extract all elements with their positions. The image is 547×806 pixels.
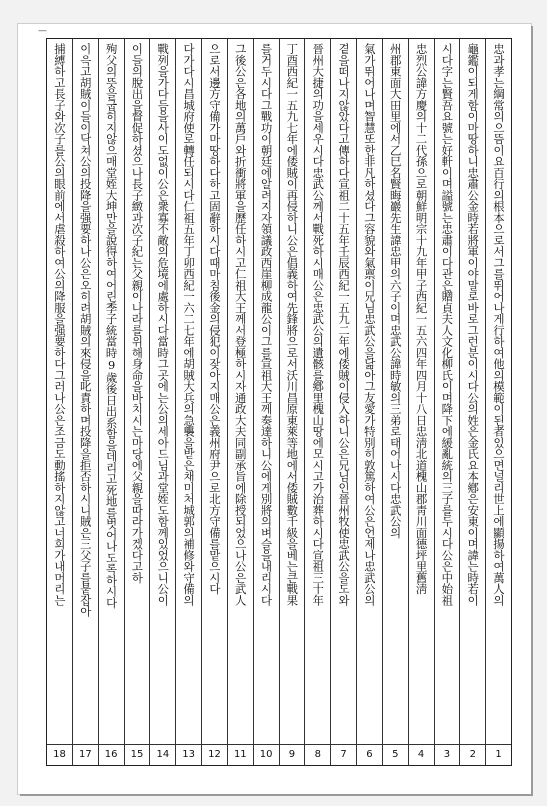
text-column (72, 39, 98, 765)
column-text: 이윽고胡賊이들이닥쳐公의投降을强要하나公은오히려胡賊의來侵을叱責하며投降을拒否하시니賊은三父子를붙잡아 (78, 43, 93, 617)
column-text: 忠과孝는綱常의으뜸이요百行의根本으로서그를뛰어나게行하여他의模範이된者있으면널리世上에顯揚하여萬人의 (492, 43, 506, 606)
text-grid (46, 38, 512, 766)
column-text: 龜鑑이되게함이마땅하니忠肅公金時若將軍이야말로바로그런분이시다公의姓은金氏요本鄕은安東이며諱는時若이 (466, 43, 481, 606)
column-number: 16 (99, 744, 124, 765)
column-text: 시다字는賢吾요號는好軒이며謚號는忠肅이다관은贈貞夫人文化柳氏이며降下에緩亂統의三子를두시다公은中始祖 (440, 43, 455, 606)
column-text: 으로서邊方守備가마땅하다하고固辭하시다때마침後金의侵犯이잦아지매公은義州府尹으로北方守備를맡으시다 (207, 43, 222, 595)
column-container (47, 39, 511, 765)
text-column (330, 39, 356, 765)
column-number: 13 (176, 744, 201, 765)
column-number: 3 (435, 744, 460, 765)
column-number: 14 (150, 744, 175, 765)
column-number: 12 (202, 744, 227, 765)
text-column (279, 39, 305, 765)
text-column (459, 39, 485, 765)
column-number: 10 (254, 744, 279, 765)
column-text: 氣가뛰어나며智慧또한非凡하셨다그容貌와氣禀이兄님忠武公을닮아그友愛가特別히敦篤하여公은언제나忠武公의 (362, 43, 377, 606)
column-number: 18 (47, 744, 72, 765)
text-column (382, 39, 408, 765)
text-column (47, 39, 72, 765)
text-column (98, 39, 124, 765)
column-number: 8 (305, 744, 330, 765)
text-column (227, 39, 253, 765)
column-number: 1 (486, 744, 511, 765)
text-column (175, 39, 201, 765)
column-text: 忠烈公諱方慶의十二代孫으로朝鮮明宗十九年甲子西紀一五六四年四月十八日忠淸北道槐山郡靑川面德坪里舊淸 (414, 43, 429, 595)
column-number: 6 (357, 744, 382, 765)
column-text: 丁酉西紀一五九七年에倭賊이再侵하니公은倡義하여先鋒將으로서沃川昌原東萊等地에서倭賊數千級을베는큰戰果 (285, 43, 300, 606)
column-number: 2 (460, 744, 485, 765)
column-number: 17 (73, 744, 98, 765)
column-text: 州郡東面大田里에서乙巳名賢晦巖先生諱忠甲의六子이며忠武公諱時敏의三弟로태어나시다忠武公의 (388, 43, 403, 538)
column-text: 그後公은各地의萬戶와折衝將軍을歷任하시고仁祖大王께서登極하시자通政大夫同副承旨에除授되었으나公은武人 (233, 43, 248, 606)
column-text: 이들의脫出을督促하셨으나長子緻과次子紀는父親이나라를위해身命을바치시는마당에父親을따라가겠다고하 (130, 43, 145, 583)
column-number: 7 (331, 744, 356, 765)
column-number: 15 (125, 744, 150, 765)
column-text: 다가다시昌城府使로轉任되시다仁祖五年丁卯西紀一六二七年에胡賊大兵의急襲을받은채미처城郭의補修와守備의 (182, 43, 197, 606)
column-number: 9 (280, 744, 305, 765)
text-column (434, 39, 460, 765)
column-text: 를거두시다그戰功이朝廷에알려지자領議政西崖柳成龍公이그를宣祖大王께奏達하니公에게別將의벼슬을내리시다 (259, 43, 274, 606)
column-number: 4 (409, 744, 434, 765)
text-column (304, 39, 330, 765)
text-column (485, 39, 511, 765)
column-text: 곁을떠나지않았다고傳하다宣祖二十五年壬辰西紀一五九二年에倭賊이侵入하니公은兄님인晉州牧使忠武公을도와 (337, 43, 352, 606)
text-column (356, 39, 382, 765)
corner-mark: — (38, 26, 47, 36)
column-number: 5 (383, 744, 408, 765)
text-column (408, 39, 434, 765)
text-column (124, 39, 150, 765)
document-page (18, 24, 531, 794)
column-text: 晉州大捷의功을세우시다忠武公께서戰死하시매公은忠武公의遺骸를鄕里槐山땅에모시고가治葬하시다宣祖三十年 (311, 43, 326, 606)
text-column (201, 39, 227, 765)
text-column (253, 39, 279, 765)
column-text: 殉父의뜻을굽히지않으매堂姪大坤만을說得하여어린季子統當時9歲後日出系함을데리고死地를벗어나도록하시다 (104, 43, 119, 609)
column-text: 捕縛하고長子와次子를公의眼前에서虐殺하여公의降服을强要하다그러나公은조금도動搖하지않고너희가내머리는 (52, 43, 67, 606)
column-number: 11 (228, 744, 253, 765)
column-text: 戰列을가다듬을사이도없이公은衆寡不敵의危境에處하시다當時그곳에는公의세아드님과堂姪도함께있었으니公이 (156, 43, 171, 606)
text-column (149, 39, 175, 765)
